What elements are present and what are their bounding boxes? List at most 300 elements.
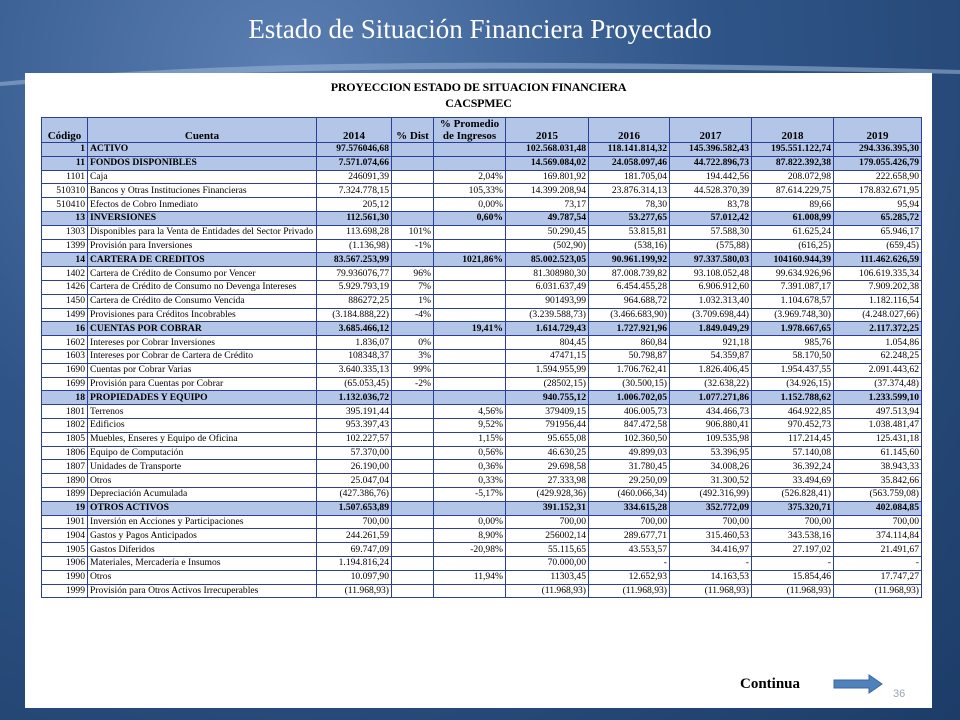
cell-code: 1426 (42, 280, 88, 294)
cell-y2017: 6.906.912,60 (670, 280, 752, 294)
cell-y2019: (4.248.027,66) (834, 308, 922, 322)
cell-y2015: 14.399.208,94 (506, 184, 589, 198)
cell-name: CUENTAS POR COBRAR (88, 322, 317, 336)
cell-dist (392, 515, 434, 529)
cell-y2016: 87.008.739,82 (589, 267, 670, 281)
cell-avg (434, 156, 506, 170)
cell-y2015: 49.787,54 (506, 211, 589, 225)
cell-y2015: (28502,15) (506, 377, 589, 391)
cell-name: ACTIVO (88, 143, 317, 157)
table-group-row (42, 253, 922, 267)
cell-dist (392, 391, 434, 405)
cell-name: Cartera de Crédito de Consumo Vencida (88, 294, 317, 308)
cell-y2017: 1.032.313,40 (670, 294, 752, 308)
cell-y2019: 65.285,72 (834, 211, 922, 225)
header-2017: 2017 (670, 118, 752, 143)
cell-avg (434, 336, 506, 350)
cell-avg: 2,04% (434, 170, 506, 184)
cell-avg: 0,33% (434, 474, 506, 488)
cell-y2019: 125.431,18 (834, 432, 922, 446)
cell-y2016: 964.688,72 (589, 294, 670, 308)
cell-y2019: 38.943,33 (834, 460, 922, 474)
cell-dist (392, 432, 434, 446)
header-account: Cuenta (88, 118, 317, 143)
table-row (42, 267, 922, 281)
cell-avg: 0,60% (434, 211, 506, 225)
table-body (42, 143, 922, 598)
table-row (42, 446, 922, 460)
cell-y2014: (11.968,93) (317, 584, 392, 598)
cell-y2015: 55.115,65 (506, 543, 589, 557)
cell-code: 1101 (42, 170, 88, 184)
cell-y2014: 3.640.335,13 (317, 363, 392, 377)
cell-dist (392, 570, 434, 584)
cell-y2018: 58.170,50 (752, 349, 834, 363)
cell-avg (434, 308, 506, 322)
cell-y2019: 65.946,17 (834, 225, 922, 239)
cell-avg (434, 225, 506, 239)
cell-y2017: 34.008,26 (670, 460, 752, 474)
cell-y2019: 374.114,84 (834, 529, 922, 543)
table-row (42, 225, 922, 239)
cell-y2019: (37.374,48) (834, 377, 922, 391)
cell-y2018: 1.104.678,57 (752, 294, 834, 308)
cell-y2014: 1.836,07 (317, 336, 392, 350)
cell-code: 13 (42, 211, 88, 225)
cell-code: 1690 (42, 363, 88, 377)
cell-y2019: 61.145,60 (834, 446, 922, 460)
cell-y2017: 57.588,30 (670, 225, 752, 239)
cell-y2016: 90.961.199,92 (589, 253, 670, 267)
cell-name: FONDOS DISPONIBLES (88, 156, 317, 170)
cell-y2014: 1.132.036,72 (317, 391, 392, 405)
cell-name: Provisiones para Créditos Incobrables (88, 308, 317, 322)
table-group-row (42, 322, 922, 336)
cell-code: 1999 (42, 584, 88, 598)
cell-avg: 19,41% (434, 322, 506, 336)
table-row (42, 198, 922, 212)
cell-y2017: 31.300,52 (670, 474, 752, 488)
cell-avg: -5,17% (434, 487, 506, 501)
cell-y2019: 1.054,86 (834, 336, 922, 350)
cell-y2014: 3.685.466,12 (317, 322, 392, 336)
cell-dist: 99% (392, 363, 434, 377)
cell-name: Otros (88, 474, 317, 488)
projection-table (41, 117, 922, 598)
cell-name: Caja (88, 170, 317, 184)
cell-y2014: 5.929.793,19 (317, 280, 392, 294)
cell-y2015: 901493,99 (506, 294, 589, 308)
cell-avg (434, 556, 506, 570)
cell-name: Gastos Diferidos (88, 543, 317, 557)
cell-y2019: - (834, 556, 922, 570)
cell-y2016: 847.472,58 (589, 418, 670, 432)
cell-y2016: 78,30 (589, 198, 670, 212)
cell-y2018: - (752, 556, 834, 570)
cell-name: Provisión para Cuentas por Cobrar (88, 377, 317, 391)
table-row (42, 280, 922, 294)
cell-code: 1603 (42, 349, 88, 363)
cell-name: Otros (88, 570, 317, 584)
cell-y2017: 434.466,73 (670, 405, 752, 419)
cell-code: 1901 (42, 515, 88, 529)
cell-dist (392, 446, 434, 460)
cell-dist (392, 405, 434, 419)
cell-y2018: 343.538,16 (752, 529, 834, 543)
cell-dist: 0% (392, 336, 434, 350)
cell-code: 1450 (42, 294, 88, 308)
cell-y2015: 1.594.955,99 (506, 363, 589, 377)
cell-y2016: - (589, 556, 670, 570)
cell-avg: 0,36% (434, 460, 506, 474)
cell-dist: 96% (392, 267, 434, 281)
cell-y2019: 178.832.671,95 (834, 184, 922, 198)
cell-y2014: 97.576046,68 (317, 143, 392, 157)
table-row (42, 239, 922, 253)
cell-y2016: (3.466.683,90) (589, 308, 670, 322)
cell-avg (434, 584, 506, 598)
cell-y2014: (65.053,45) (317, 377, 392, 391)
cell-code: 1602 (42, 336, 88, 350)
cell-y2015: 27.333,98 (506, 474, 589, 488)
cell-y2019: 17.747,27 (834, 570, 922, 584)
cell-y2019: 1.182.116,54 (834, 294, 922, 308)
cell-dist (392, 556, 434, 570)
cell-y2017: 315.460,53 (670, 529, 752, 543)
cell-code: 14 (42, 253, 88, 267)
cell-y2018: 1.954.437,55 (752, 363, 834, 377)
cell-y2018: 7.391.087,17 (752, 280, 834, 294)
cell-dist (392, 253, 434, 267)
cell-y2018: 104160.944,39 (752, 253, 834, 267)
cell-y2018: 985,76 (752, 336, 834, 350)
cell-y2014: 205,12 (317, 198, 392, 212)
cell-y2019: 106.619.335,34 (834, 267, 922, 281)
cell-y2019: 2.091.443,62 (834, 363, 922, 377)
cell-dist (392, 487, 434, 501)
header-code: Código (42, 118, 88, 143)
cell-name: Edificios (88, 418, 317, 432)
cell-y2018: 15.854,46 (752, 570, 834, 584)
cell-y2017: 921,18 (670, 336, 752, 350)
cell-y2014: 886272,25 (317, 294, 392, 308)
cell-y2014: (427.386,76) (317, 487, 392, 501)
cell-y2014: 1.507.653,89 (317, 501, 392, 515)
cell-y2017: 83,78 (670, 198, 752, 212)
cell-dist (392, 322, 434, 336)
cell-y2017: (3.709.698,44) (670, 308, 752, 322)
cell-y2015: 379409,15 (506, 405, 589, 419)
cell-code: 1399 (42, 239, 88, 253)
cell-name: Terrenos (88, 405, 317, 419)
cell-y2014: 102.227,57 (317, 432, 392, 446)
cell-dist (392, 170, 434, 184)
cell-dist: 3% (392, 349, 434, 363)
cell-code: 1805 (42, 432, 88, 446)
cell-y2017: 352.772,09 (670, 501, 752, 515)
cell-y2017: 54.359,87 (670, 349, 752, 363)
cell-avg (434, 239, 506, 253)
cell-y2014: 7.324.778,15 (317, 184, 392, 198)
cell-avg: 11,94% (434, 570, 506, 584)
table-row (42, 294, 922, 308)
cell-avg (434, 143, 506, 157)
cell-dist: 1% (392, 294, 434, 308)
cell-dist (392, 198, 434, 212)
cell-y2016: (538,16) (589, 239, 670, 253)
cell-y2018: (11.968,93) (752, 584, 834, 598)
cell-y2017: 44.528.370,39 (670, 184, 752, 198)
cell-code: 1801 (42, 405, 88, 419)
table-row (42, 349, 922, 363)
cell-y2016: 43.553,57 (589, 543, 670, 557)
table-group-row (42, 501, 922, 515)
cell-y2016: 12.652,93 (589, 570, 670, 584)
cell-y2016: 289.677,71 (589, 529, 670, 543)
cell-y2014: 26.190,00 (317, 460, 392, 474)
cell-y2014: 57.370,00 (317, 446, 392, 460)
cell-avg: 1021,86% (434, 253, 506, 267)
cell-y2015: 6.031.637,49 (506, 280, 589, 294)
cell-y2014: 112.561,30 (317, 211, 392, 225)
cell-y2019: 21.491,67 (834, 543, 922, 557)
cell-y2017: 93.108.052,48 (670, 267, 752, 281)
cell-y2019: 7.909.202,38 (834, 280, 922, 294)
cell-y2016: 406.005,73 (589, 405, 670, 419)
financial-statement-sheet (25, 73, 932, 708)
cell-y2018: (616,25) (752, 239, 834, 253)
cell-y2019: 35.842,66 (834, 474, 922, 488)
cell-name: Intereses por Cobrar de Cartera de Crédito (88, 349, 317, 363)
cell-y2016: 102.360,50 (589, 432, 670, 446)
cell-y2015: (429.928,36) (506, 487, 589, 501)
cell-y2016: 6.454.455,28 (589, 280, 670, 294)
cell-name: PROPIEDADES Y EQUIPO (88, 391, 317, 405)
cell-y2014: 108348,37 (317, 349, 392, 363)
cell-name: Cartera de Crédito de Consumo no Devenga Intereses (88, 280, 317, 294)
cell-avg (434, 349, 506, 363)
cell-name: OTROS ACTIVOS (88, 501, 317, 515)
cell-avg (434, 363, 506, 377)
cell-y2015: 14.569.084,02 (506, 156, 589, 170)
table-row (42, 405, 922, 419)
cell-code: 1806 (42, 446, 88, 460)
cell-y2018: (526.828,41) (752, 487, 834, 501)
cell-y2018: 375.320,71 (752, 501, 834, 515)
cell-dist (392, 211, 434, 225)
cell-avg: 0,56% (434, 446, 506, 460)
cell-dist (392, 184, 434, 198)
cell-y2017: 109.535,98 (670, 432, 752, 446)
cell-avg (434, 377, 506, 391)
cell-y2014: 10.097,90 (317, 570, 392, 584)
cell-code: 1 (42, 143, 88, 157)
cell-code: 1807 (42, 460, 88, 474)
cell-dist (392, 156, 434, 170)
cell-y2018: 87.822.392,38 (752, 156, 834, 170)
cell-y2015: (502,90) (506, 239, 589, 253)
slide-title: Estado de Situación Financiera Proyectado (248, 14, 712, 44)
cell-y2014: (1.136,98) (317, 239, 392, 253)
cell-y2016: 1.706.762,41 (589, 363, 670, 377)
cell-y2014: 7.571.074,66 (317, 156, 392, 170)
cell-code: 1699 (42, 377, 88, 391)
cell-y2017: 57.012,42 (670, 211, 752, 225)
header-2019: 2019 (834, 118, 922, 143)
cell-y2016: 1.006.702,05 (589, 391, 670, 405)
cell-avg (434, 391, 506, 405)
cell-y2018: 36.392,24 (752, 460, 834, 474)
cell-code: 510410 (42, 198, 88, 212)
cell-y2016: 860,84 (589, 336, 670, 350)
cell-y2018: 1.152.788,62 (752, 391, 834, 405)
cell-y2018: 61.008,99 (752, 211, 834, 225)
cell-y2016: 1.727.921,96 (589, 322, 670, 336)
cell-y2016: 700,00 (589, 515, 670, 529)
cell-code: 1499 (42, 308, 88, 322)
cell-y2019: (563.759,08) (834, 487, 922, 501)
table-row (42, 460, 922, 474)
table-row (42, 487, 922, 501)
table-row (42, 556, 922, 570)
cell-code: 16 (42, 322, 88, 336)
cell-y2017: 97.337.580,03 (670, 253, 752, 267)
cell-y2019: 294.336.395,30 (834, 143, 922, 157)
cell-avg (434, 501, 506, 515)
cell-y2015: 391.152,31 (506, 501, 589, 515)
header-2015: 2015 (506, 118, 589, 143)
cell-name: Disponibles para la Venta de Entidades del Sector Privado (88, 225, 317, 239)
cell-y2015: 169.801,92 (506, 170, 589, 184)
cell-y2016: 118.141.814,32 (589, 143, 670, 157)
cell-avg (434, 267, 506, 281)
cell-y2018: 61.625,24 (752, 225, 834, 239)
cell-y2015: 29.698,58 (506, 460, 589, 474)
cell-y2018: 89,66 (752, 198, 834, 212)
cell-code: 1905 (42, 543, 88, 557)
table-row (42, 515, 922, 529)
cell-y2018: 970.452,73 (752, 418, 834, 432)
table-row (42, 308, 922, 322)
cell-y2015: 95.655,08 (506, 432, 589, 446)
cell-dist: -4% (392, 308, 434, 322)
cell-dist: -1% (392, 239, 434, 253)
header-2018: 2018 (752, 118, 834, 143)
cell-y2014: 700,00 (317, 515, 392, 529)
table-row (42, 570, 922, 584)
table-row (42, 529, 922, 543)
cell-name: Materiales, Mercadería e Insumos (88, 556, 317, 570)
next-arrow-icon[interactable] (833, 674, 883, 694)
cell-y2018: (34.926,15) (752, 377, 834, 391)
cell-code: 1906 (42, 556, 88, 570)
cell-dist (392, 501, 434, 515)
cell-y2017: (575,88) (670, 239, 752, 253)
cell-y2016: 49.899,03 (589, 446, 670, 460)
cell-y2018: 33.494,69 (752, 474, 834, 488)
cell-y2019: 700,00 (834, 515, 922, 529)
cell-name: Unidades de Transporte (88, 460, 317, 474)
cell-y2019: 179.055.426,79 (834, 156, 922, 170)
cell-name: Cuentas por Cobrar Varias (88, 363, 317, 377)
cell-y2016: (460.066,34) (589, 487, 670, 501)
cell-name: Muebles, Enseres y Equipo de Oficina (88, 432, 317, 446)
cell-y2019: (659,45) (834, 239, 922, 253)
cell-name: CARTERA DE CREDITOS (88, 253, 317, 267)
continue-label: Continua (740, 676, 801, 692)
cell-y2016: 29.250,09 (589, 474, 670, 488)
cell-y2016: 24.058.097,46 (589, 156, 670, 170)
cell-dist (392, 418, 434, 432)
cell-y2016: (11.968,93) (589, 584, 670, 598)
cell-y2015: 791956,44 (506, 418, 589, 432)
cell-y2019: 95,94 (834, 198, 922, 212)
cell-avg: 1,15% (434, 432, 506, 446)
cell-avg (434, 280, 506, 294)
cell-y2017: 145.396.582,43 (670, 143, 752, 157)
cell-name: Cartera de Crédito de Consumo por Vencer (88, 267, 317, 281)
cell-avg: 0,00% (434, 198, 506, 212)
cell-name: Bancos y Otras Instituciones Financieras (88, 184, 317, 198)
cell-dist (392, 584, 434, 598)
cell-y2018: 27.197,02 (752, 543, 834, 557)
table-row (42, 336, 922, 350)
cell-name: Efectos de Cobro Inmediato (88, 198, 317, 212)
cell-y2018: 99.634.926,96 (752, 267, 834, 281)
cell-y2018: 464.922,85 (752, 405, 834, 419)
cell-y2016: 334.615,28 (589, 501, 670, 515)
cell-y2014: 1.194.816,24 (317, 556, 392, 570)
cell-y2017: 44.722.896,73 (670, 156, 752, 170)
cell-y2019: 497.513,94 (834, 405, 922, 419)
cell-y2014: 953.397,43 (317, 418, 392, 432)
table-row (42, 418, 922, 432)
cell-avg: 0,00% (434, 515, 506, 529)
cell-y2015: 1.614.729,43 (506, 322, 589, 336)
cell-y2015: 70.000,00 (506, 556, 589, 570)
table-row (42, 432, 922, 446)
cell-y2019: 111.462.626,59 (834, 253, 922, 267)
cell-y2017: 53.396,95 (670, 446, 752, 460)
cell-y2019: 222.658,90 (834, 170, 922, 184)
cell-y2015: 700,00 (506, 515, 589, 529)
table-row (42, 363, 922, 377)
table-group-row (42, 143, 922, 157)
cell-dist: 7% (392, 280, 434, 294)
cell-y2017: 34.416,97 (670, 543, 752, 557)
cell-y2015: (11.968,93) (506, 584, 589, 598)
cell-y2016: 23.876.314,13 (589, 184, 670, 198)
cell-dist: 101% (392, 225, 434, 239)
cell-dist: -2% (392, 377, 434, 391)
cell-code: 11 (42, 156, 88, 170)
cell-name: INVERSIONES (88, 211, 317, 225)
cell-name: Equipo de Computación (88, 446, 317, 460)
header-avg-income: % Promedio de Ingresos (434, 118, 506, 143)
cell-y2014: 113.698,28 (317, 225, 392, 239)
table-row (42, 543, 922, 557)
cell-avg: 8,90% (434, 529, 506, 543)
cell-y2015: 804,45 (506, 336, 589, 350)
cell-y2016: 53.815,81 (589, 225, 670, 239)
cell-name: Inversión en Acciones y Participaciones (88, 515, 317, 529)
cell-name: Provisión para Inversiones (88, 239, 317, 253)
cell-y2014: 244.261,59 (317, 529, 392, 543)
cell-code: 1303 (42, 225, 88, 239)
cell-y2018: (3.969.748,30) (752, 308, 834, 322)
cell-avg: 4,56% (434, 405, 506, 419)
table-row (42, 474, 922, 488)
